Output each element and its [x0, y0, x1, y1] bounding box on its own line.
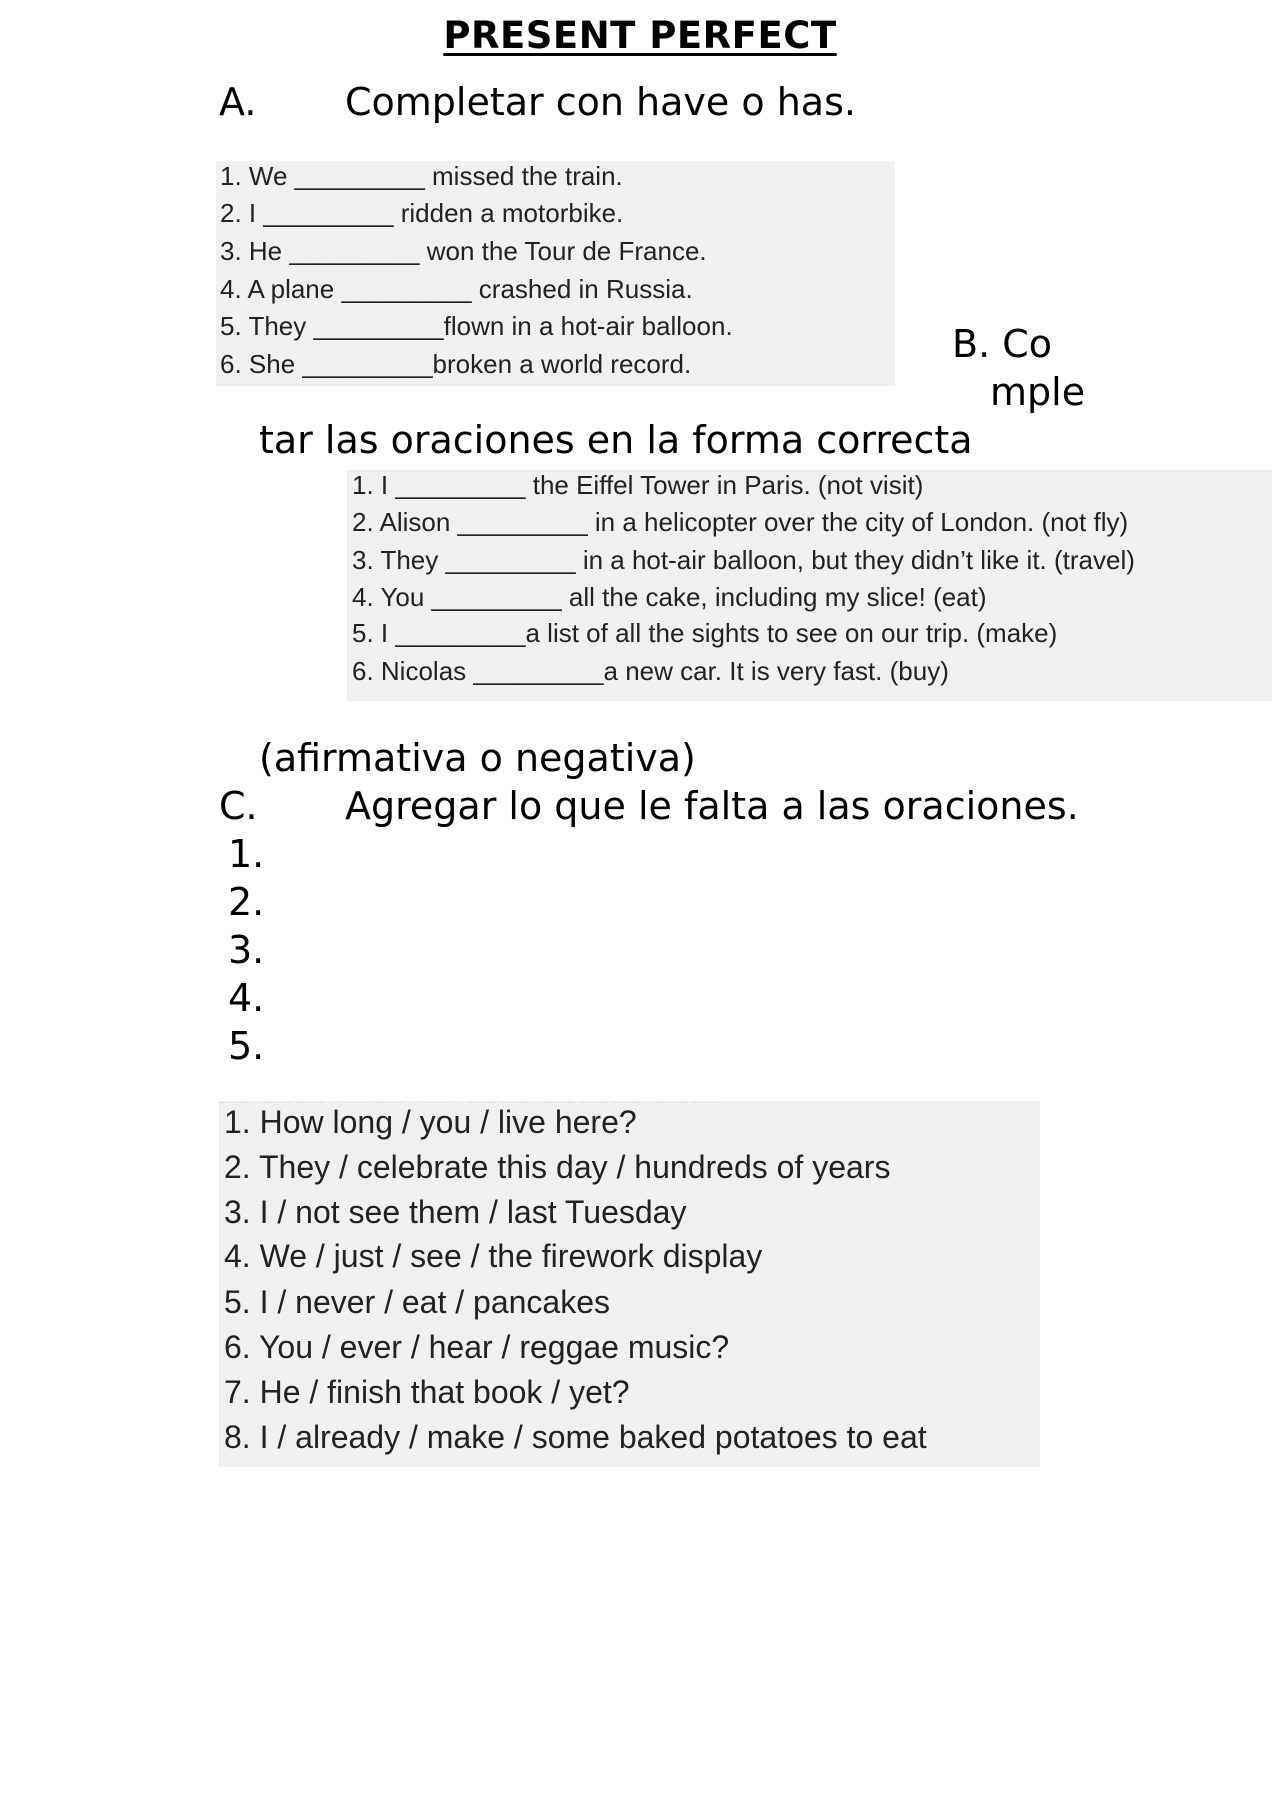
section-a-instruction: Completar con have o has. [345, 80, 856, 124]
exercise-b-item: 5. I _________a list of all the sights to see on our trip. (make) [352, 618, 1058, 648]
answer-number: 5. [228, 1024, 265, 1068]
exercise-a-item: 5. They _________flown in a hot-air balloon. [220, 311, 733, 341]
section-b-heading-part1: B. Co [952, 322, 1053, 366]
cropped-text-remnant [219, 1089, 1040, 1103]
section-a-heading [219, 80, 856, 124]
exercise-a-image [216, 161, 895, 386]
exercise-b-item: 2. Alison _________ in a helicopter over the city of London. (not fly) [352, 507, 1129, 537]
exercise-b-item: 3. They _________ in a hot-air balloon, but they didn’t like it. (travel) [352, 545, 1135, 575]
exercise-c-item: 4. We / just / see / the firework display [224, 1238, 763, 1274]
answer-number: 1. [228, 832, 265, 876]
exercise-c-item: 6. You / ever / hear / reggae music? [224, 1329, 730, 1365]
exercise-c-item: 7. He / finish that book / yet? [224, 1374, 630, 1410]
answer-number: 4. [228, 976, 265, 1020]
exercise-b-image [347, 470, 1272, 701]
exercise-a-item: 2. I _________ ridden a motorbike. [220, 198, 624, 228]
section-b-heading-part3: tar las oraciones en la forma correcta [259, 418, 973, 462]
exercise-a-item: 3. He _________ won the Tour de France. [220, 236, 707, 266]
exercise-a-item: 6. She _________broken a world record. [220, 349, 692, 379]
exercise-a-item: 4. A plane _________ crashed in Russia. [220, 274, 693, 304]
exercise-c-item: 2. They / celebrate this day / hundreds of years [224, 1149, 891, 1185]
exercise-a-item: 1. We _________ missed the train. [220, 161, 623, 191]
section-a-letter: A. [219, 80, 257, 124]
exercise-c-item: 5. I / never / eat / pancakes [224, 1284, 610, 1320]
exercise-b-item: 4. You _________ all the cake, including my slice! (eat) [352, 582, 987, 612]
worksheet-title: PRESENT PERFECT [443, 14, 837, 57]
exercise-c-image [219, 1101, 1040, 1467]
exercise-c-item: 1. How long / you / live here? [224, 1104, 637, 1140]
exercise-b-item: 6. Nicolas _________a new car. It is very fast. (buy) [352, 656, 949, 686]
section-b-heading-part4: (afirmativa o negativa) [259, 736, 696, 780]
section-c-instruction: Agregar lo que le falta a las oraciones. [345, 784, 1079, 828]
section-c-letter: C. [219, 784, 258, 828]
answer-number: 2. [228, 880, 265, 924]
exercise-c-item: 8. I / already / make / some baked potatoes to eat [224, 1419, 927, 1455]
exercise-c-item: 3. I / not see them / last Tuesday [224, 1194, 687, 1230]
answer-number: 3. [228, 928, 265, 972]
exercise-b-item: 1. I _________ the Eiffel Tower in Paris. (not visit) [352, 470, 924, 500]
section-b-heading-part2: mple [990, 370, 1086, 414]
section-c-heading [219, 784, 1079, 828]
